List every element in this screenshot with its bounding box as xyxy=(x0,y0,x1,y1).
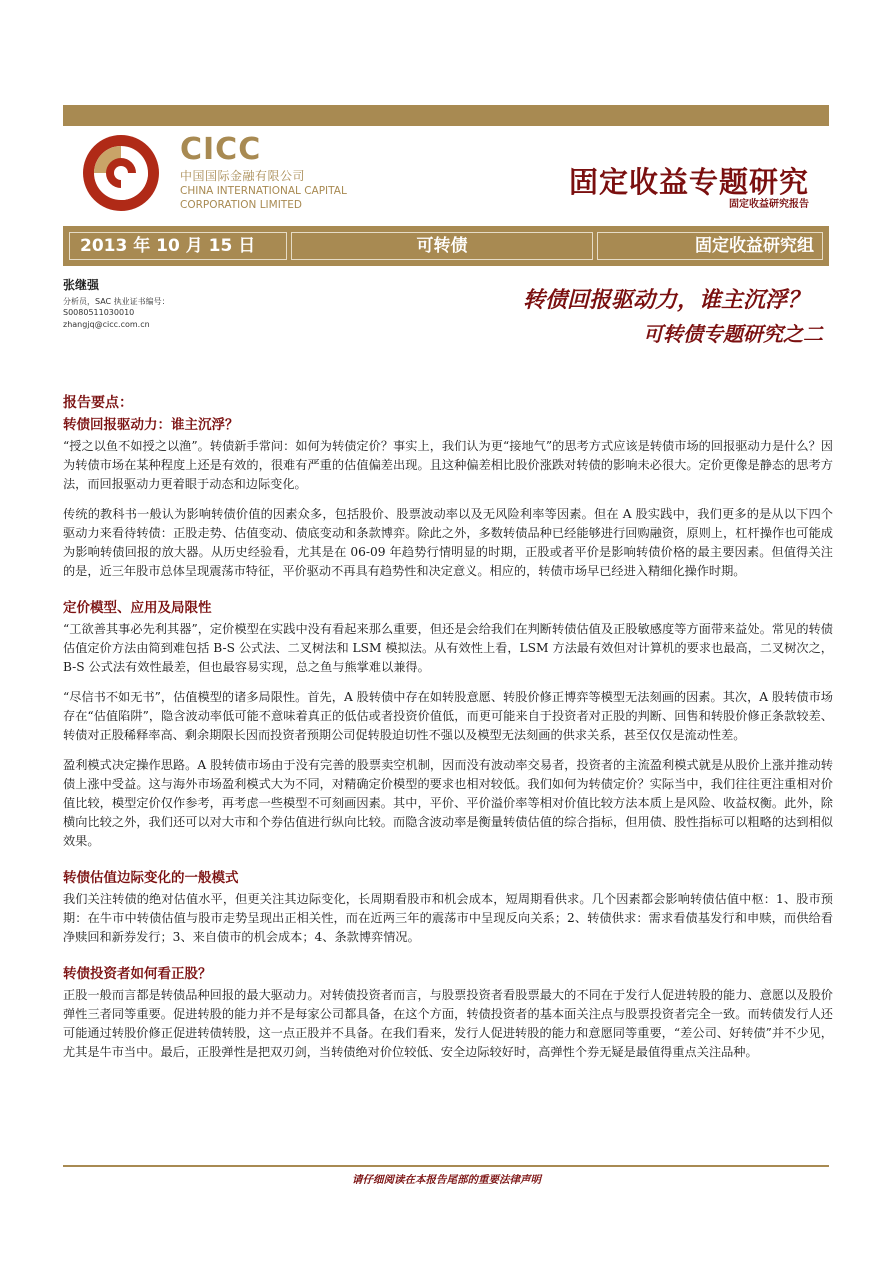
report-subheadline: 可转债专题研究之二 xyxy=(643,322,823,346)
author-name: 张继强 xyxy=(63,278,100,292)
report-headline: 转债回报驱动力，谁主沉浮？ xyxy=(522,287,809,313)
key-points-label: 报告要点： xyxy=(63,395,133,411)
research-group: 固定收益研究组 xyxy=(597,232,823,260)
author-email[interactable]: zhangjq@cicc.com.cn xyxy=(63,320,150,329)
section-title: 转债估值边际变化的一般模式 xyxy=(63,870,239,886)
author-cert: S0080511030010 xyxy=(63,308,135,317)
paragraph: 盈利模式决定操作思路。A 股转债市场由于没有完善的股票卖空机制，因而没有波动率交易者，投资者的主流盈利模式就是从股价上涨并推动转债上涨中受益。这与海外市场盈利模式大为不同，对精确定价模型的要求也相对较低。我们如何为转债定价？实际当中，我们往往更注重相对价值比较，模型定价仅作参考，再考虑一些模型不可刻画因素。其中，平价、平价溢价率等相对价值比较方法本质上是风险、收益权衡。此外，除横向比较之外，我们还可以对大市和个券估值进行纵向比较。而隐含波动率是衡量转债估值的综合指标，但用债、股性指标可以粗略的达到相似效果。 xyxy=(63,758,833,848)
paragraph: “授之以鱼不如授之以渔”。转债新手常问：如何为转债定价？事实上，我们认为更“接地气”的思考方式应该是转债市场的回报驱动力是什么？因为转债市场在某种程度上还是有效的，很难有严重的估值偏差出现。且这种偏差相比股价涨跌对转债的影响未必很大。定价更像是静态的思考方法，而回报驱动力更着眼于动态和边际变化。 xyxy=(63,439,833,491)
paragraph: 正股一般而言都是转债品种回报的最大驱动力。对转债投资者而言，与股票投资者看股票最大的不同在于发行人促进转股的能力、意愿以及股价弹性三者同等重要。促进转股的能力并不是每家公司都具备，在这个方面，转债投资者的基本面关注点与股票投资者完全一致。而转债发行人还可能通过转股价修正促进转债转股，这一点正股并不具备。在我们看来，发行人促进转股的能力和意愿同等重要，“差公司、好转债”并不少见，尤其是牛市当中。最后，正股弹性是把双刃剑，当转债绝对价位较低、安全边际较好时，高弹性个券无疑是最值得重点关注品种。 xyxy=(63,988,833,1059)
author-role: 分析员，SAC 执业证书编号： xyxy=(63,297,170,306)
logo-name-en-line2: CORPORATION LIMITED xyxy=(180,199,302,211)
report-type-title: 固定收益专题研究 xyxy=(568,165,809,199)
paragraph: “尽信书不如无书”，估值模型的诸多局限性。首先，A 股转债中存在如转股意愿、转股价修正博弈等模型无法刻画的因素。其次，A 股转债市场存在“估值陷阱”，隐含波动率低可能不意味着真正的低估或者投资价值低，而更可能来自于投资者对正股的判断、回售和转股价修正条款较差、转债对正股稀释率高、剩余期限长因而投资者预期公司促转股迫切性不强以及模型无法刻画的供求关系，甚至仅仅是流动性差。 xyxy=(63,690,833,742)
report-subtype: 固定收益研究报告 xyxy=(729,199,809,210)
report-body xyxy=(63,393,833,1062)
cicc-logo-icon xyxy=(81,133,161,213)
report-date: 2013 年 10 月 15 日 xyxy=(69,232,287,260)
logo-brand: CICC xyxy=(180,132,262,167)
section-title: 定价模型、应用及局限性 xyxy=(63,600,212,616)
logo-name-en-line1: CHINA INTERNATIONAL CAPITAL xyxy=(180,185,347,197)
info-bar xyxy=(63,226,829,266)
report-topic: 可转债 xyxy=(291,232,593,260)
section-title: 转债回报驱动力：谁主沉浮？ xyxy=(63,417,239,433)
paragraph: 传统的教科书一般认为影响转债价值的因素众多，包括股价、股票波动率以及无风险利率等因素。但在 A 股实践中，我们更多的是从以下四个驱动力来看待转债：正股走势、估值变动、债底变动和条款博弈。除此之外，多数转债品种已经能够进行回购融资，原则上，杠杆操作也可能成为影响转债回报的放大器。从历史经验看，尤其是在 06-09 年趋势行情明显的时期，正股或者平价是影响转债价格的最主要因素。但值得关注的是，近三年股市总体呈现震荡市特征，平价驱动不再具有趋势性和决定意义。相应的，转债市场早已经进入精细化操作时期。 xyxy=(63,507,833,578)
section-title: 转债投资者如何看正股？ xyxy=(63,966,212,982)
logo-name-cn: 中国国际金融有限公司 xyxy=(180,169,306,183)
paragraph: “工欲善其事必先利其器”，定价模型在实践中没有看起来那么重要，但还是会给我们在判断转债估值及正股敏感度等方面带来益处。常见的转债估值定价方法由简到难包括 B-S 公式法、二叉树法和 LSM 模拟法。从有效性上看，LSM 方法最有效但对计算机的要求也最高，二叉树次之，B-S 公式法有效性最差，但也最容易实现，总之鱼与熊掌难以兼得。 xyxy=(63,622,833,674)
header-top-bar xyxy=(63,105,829,126)
paragraph: 我们关注转债的绝对估值水平，但更关注其边际变化，长周期看股市和机会成本，短周期看供求。几个因素都会影响转债估值中枢：1、股市预期：在牛市中转债估值与股市走势呈现出正相关性，而在近两三年的震荡市中呈现反向关系；2、转债供求：需求看债基发行和申赎，而供给看净赎回和新券发行；3、来自债市的机会成本；4、条款博弈情况。 xyxy=(63,892,833,944)
footer-disclaimer[interactable]: 请仔细阅读在本报告尾部的重要法律声明 xyxy=(352,1174,541,1186)
footer-divider xyxy=(63,1165,829,1167)
logo-name-en xyxy=(180,184,347,212)
